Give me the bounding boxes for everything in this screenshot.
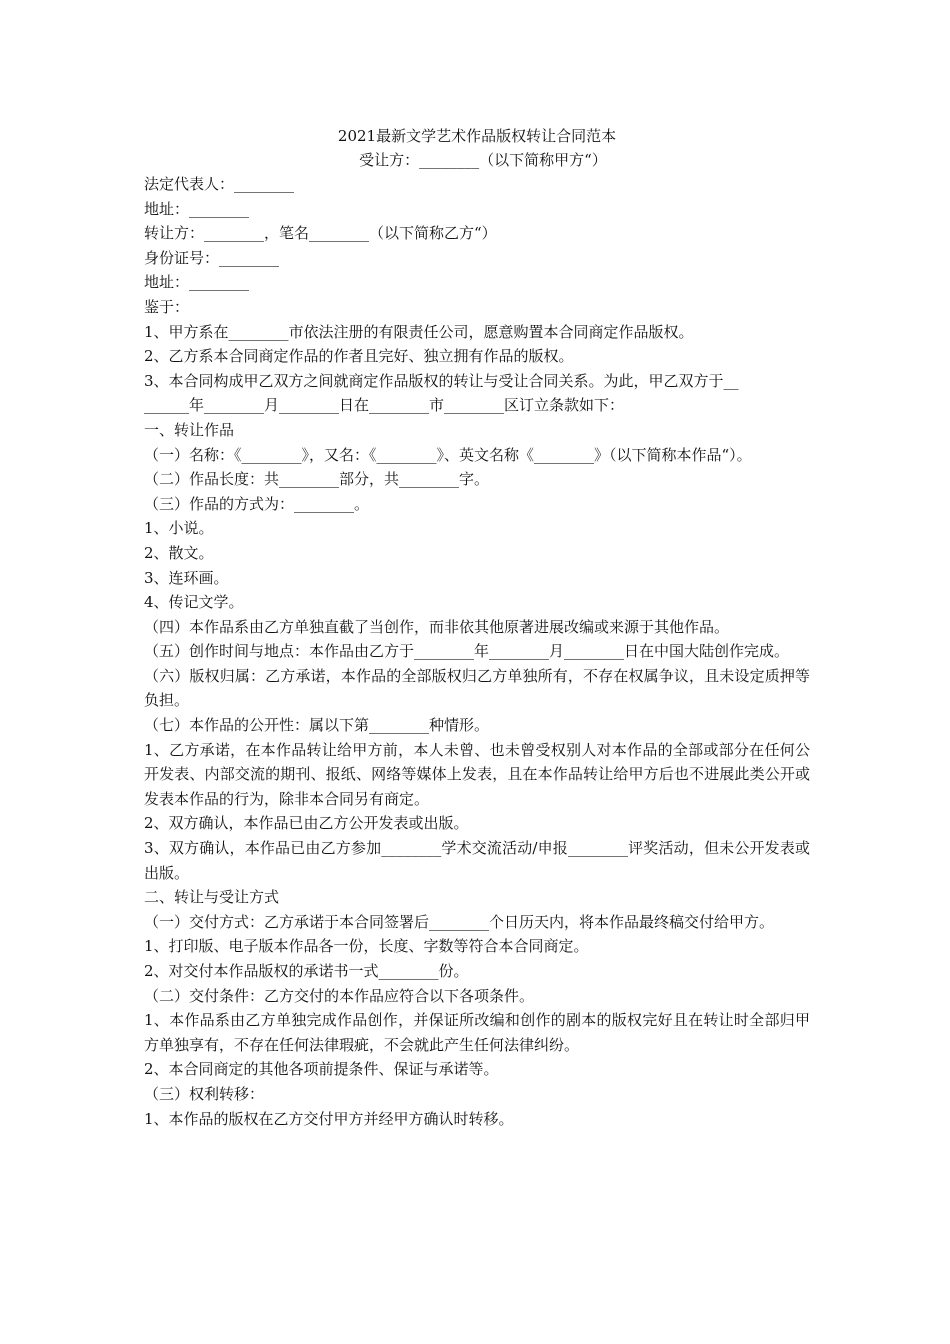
delivery-item-2: 2、对交付本作品版权的承诺书一式________份。 [144, 962, 469, 980]
section-heading-2: 二、转让与受让方式 [144, 888, 280, 907]
clause-delivery-method: （一）交付方式：乙方承诺于本合同签署后________个日历天内，将本作品最终稿交付给甲方。 [144, 912, 775, 931]
whereas-item-3: 3、本合同构成甲乙双方之间就商定作品版权的转让与受让合同关系。为此，甲乙双方于__ ______年________月________日在________市________区订立条款如下： [144, 371, 739, 415]
delivery-item-1: 1、打印版、电子版本作品各一份，长度、字数等符合本合同商定。 [144, 937, 589, 956]
publicity-option-1: 1、乙方承诺，在本作品转让给甲方前，本人未曾、也未曾受权别人对本作品的全部或部分在任何公开发表、内部交流的期刊、报纸、网络等媒体上发表，且在本作品转让给甲方后也不进展此类公开或发表本作品的行为，除非本合同另有商定。 [144, 740, 810, 808]
clause-creation-time: （五）创作时间与地点：本作品由乙方于________年________月________日在中国大陆创作完成。 [144, 642, 790, 661]
condition-item-1: 1、本作品系由乙方单独完成作品创作，并保证所改编和创作的剧本的版权完好且在转让时全部归甲方单独享有，不存在任何法律瑕疵，不会就此产生任何法律纠纷。 [144, 1011, 810, 1054]
contract-document [144, 124, 810, 1131]
document-title: 2021最新文学艺术作品版权转让合同范本 [337, 127, 617, 145]
contract-body [144, 172, 810, 1131]
publicity-option-2: 2、双方确认，本作品已由乙方公开发表或出版。 [144, 814, 469, 833]
clause-delivery-conditions: （二）交付条件：乙方交付的本作品应符合以下各项条件。 [144, 986, 535, 1005]
document-subtitle: 受让方：________（以下简称甲方“） [359, 151, 607, 169]
publicity-option-3: 3、双方确认，本作品已由乙方参加________学术交流活动/申报________评奖活动，但未公开发表或出版。 [144, 839, 810, 882]
form-option-3: 3、连环画。 [144, 568, 229, 587]
transfer-item-1: 1、本作品的版权在乙方交付甲方并经甲方确认时转移。 [144, 1109, 514, 1128]
clause-work-name: （一）名称：《________》，又名：《________》、英文名称《________》（以下简称本作品“）。 [144, 445, 752, 464]
section-heading-1: 一、转让作品 [144, 420, 235, 439]
party-a-address-line: 地址：________ [144, 199, 250, 218]
whereas-item-1: 1、甲方系在________市依法注册的有限责任公司，愿意购置本合同商定作品版权。 [144, 322, 694, 341]
form-option-1: 1、小说。 [144, 519, 214, 538]
legal-representative-line: 法定代表人：________ [144, 175, 295, 193]
clause-originality: （四）本作品系由乙方单独直截了当创作，而非依其他原著进展改编或来源于其他作品。 [144, 617, 730, 636]
form-option-4: 4、传记文学。 [144, 593, 244, 612]
whereas-item-2: 2、乙方系本合同商定作品的作者且完好、独立拥有作品的版权。 [144, 347, 574, 366]
clause-copyright-ownership: （六）版权归属：乙方承诺，本作品的全部版权归乙方单独所有，不存在权属争议，且未设定质押等负担。 [144, 666, 810, 710]
condition-item-2: 2、本合同商定的其他各项前提条件、保证与承诺等。 [144, 1060, 499, 1079]
assignor-line: 转让方：________，笔名________（以下简称乙方“） [144, 224, 497, 243]
clause-work-length: （二）作品长度：共________部分，共________字。 [144, 470, 490, 489]
party-b-address-line: 地址：________ [144, 273, 250, 292]
form-option-2: 2、散文。 [144, 543, 214, 562]
id-number-line: 身份证号：________ [144, 248, 280, 267]
clause-publicity: （七）本作品的公开性：属以下第________种情形。 [144, 716, 490, 735]
clause-work-form: （三）作品的方式为：________。 [144, 494, 370, 513]
whereas-heading: 鉴于： [144, 297, 190, 316]
clause-rights-transfer: （三）权利转移： [144, 1084, 265, 1103]
